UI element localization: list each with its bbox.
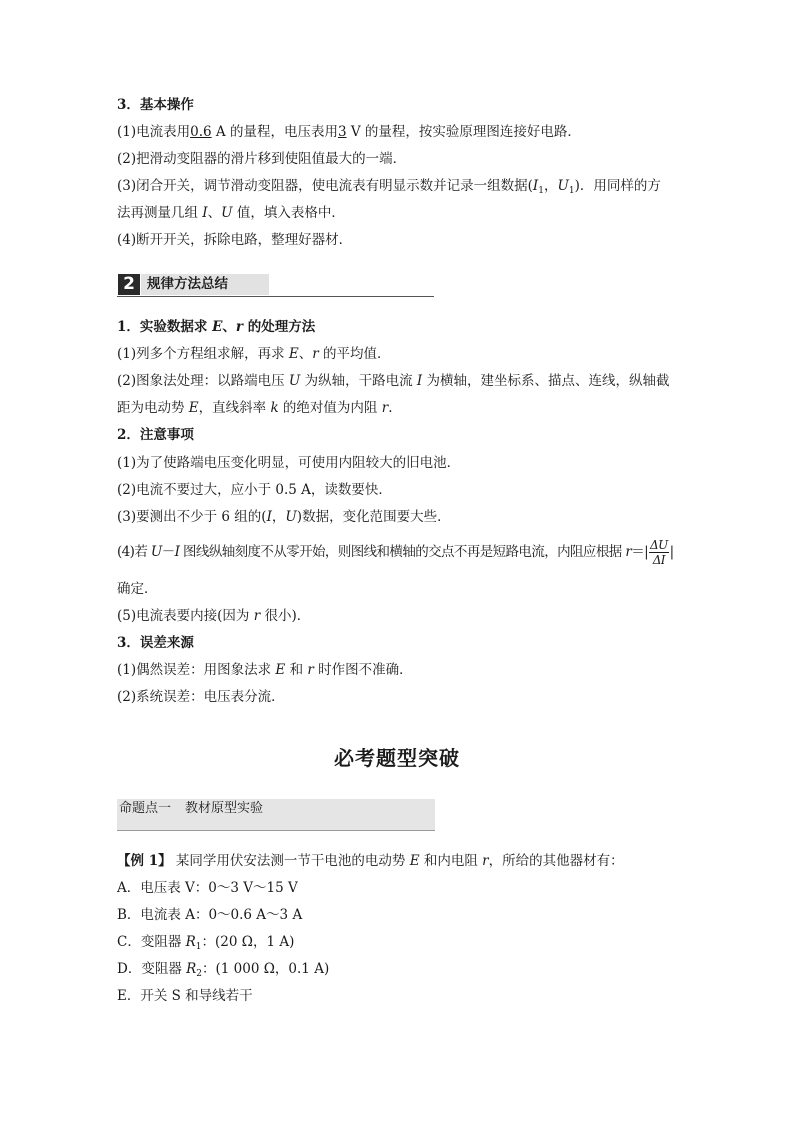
note-2: (2)电流不要过大，应小于 0.5 A，读数要快． <box>117 482 392 498</box>
note-5: (5)电流表要内接(因为 r 很小)． <box>117 608 311 624</box>
topic-label: 命题点一 <box>119 801 172 816</box>
basic-ops-step-4: (4)断开开关，拆除电路，整理好器材． <box>117 232 353 248</box>
option-d: D．变阻器 $R_2$：(1 000 Ω，0.1 A) <box>117 961 330 979</box>
topic-bar <box>117 799 435 831</box>
voltmeter-range-value: 3 <box>337 124 347 140</box>
section-number-badge: 2 <box>118 274 140 295</box>
ammeter-range-value: 0.6 <box>190 124 212 140</box>
option-c: C．变阻器 $R_1$：(20 Ω，1 A) <box>117 934 295 952</box>
option-e: E．开关 S 和导线若干 <box>117 988 253 1004</box>
data-method-2: (2)图象法处理：以路端电压 U 为纵轴，干路电流 I 为横轴，建坐标系、描点、连线，纵轴截 <box>117 373 670 389</box>
basic-ops-step-3: (3)闭合开关，调节滑动变阻器，使电流表有明显示数并记录一组数据($I_1$，$U_1$)．用同样的方 <box>117 178 661 196</box>
data-method-1: (1)列多个方程组求解，再求 E、r 的平均值． <box>117 346 391 362</box>
basic-ops-step-2: (2)把滑动变阻器的滑片移到使阻值最大的一端． <box>117 151 407 167</box>
note-4-cont: 确定． <box>117 581 158 597</box>
note-1: (1)为了使路端电压变化明显，可使用内阻较大的旧电池． <box>117 455 461 471</box>
data-method-2-cont: 距为电动势 E，直线斜率 k 的绝对值为内阻 r. <box>117 400 393 416</box>
error-source-2: (2)系统误差：电压表分流． <box>117 689 285 705</box>
topic-title: 教材原型实验 <box>185 801 264 816</box>
basic-ops-step-1: (1)电流表用0.6 A 的量程，电压表用3 V 的量程，按实验原理图连接好电路． <box>117 124 581 140</box>
data-method-heading: 1．实验数据求 E、r 的处理方法 <box>117 319 316 335</box>
section-title: 规律方法总结 <box>141 274 269 295</box>
basic-ops-heading: 3．基本操作 <box>117 97 194 113</box>
exam-heading: 必考题型突破 <box>334 746 460 770</box>
example-label: 【例 1】 <box>117 853 172 869</box>
note-3: (3)要测出不少于 6 组的(I，U)数据，变化范围要大些． <box>117 509 451 525</box>
delta-u-over-delta-i-fraction: $\frac{\Delta U}{\Delta I}$ <box>650 538 668 567</box>
section-header <box>117 274 434 297</box>
basic-ops-step-3-cont: 法再测量几组 I、U 值，填入表格中． <box>117 205 345 221</box>
error-sources-heading: 3．误差来源 <box>117 635 194 651</box>
notes-heading: 2．注意事项 <box>117 427 194 443</box>
error-source-1: (1)偶然误差：用图象法求 E 和 r 时作图不准确． <box>117 662 413 678</box>
option-b: B．电流表 A：0～0.6 A～3 A <box>117 907 303 923</box>
note-4: (4)若 U－I 图线纵轴刻度不从零开始，则图线和横轴的交点不再是短路电流，内阻应根据 r＝| $\frac{\Delta U}{\Delta I}$ | <box>117 538 674 567</box>
option-a: A．电压表 V：0～3 V～15 V <box>117 880 298 896</box>
example-1-stem: 【例 1】 某同学用伏安法测一节干电池的电动势 E 和内电阻 r，所给的其他器材有： <box>117 853 624 869</box>
